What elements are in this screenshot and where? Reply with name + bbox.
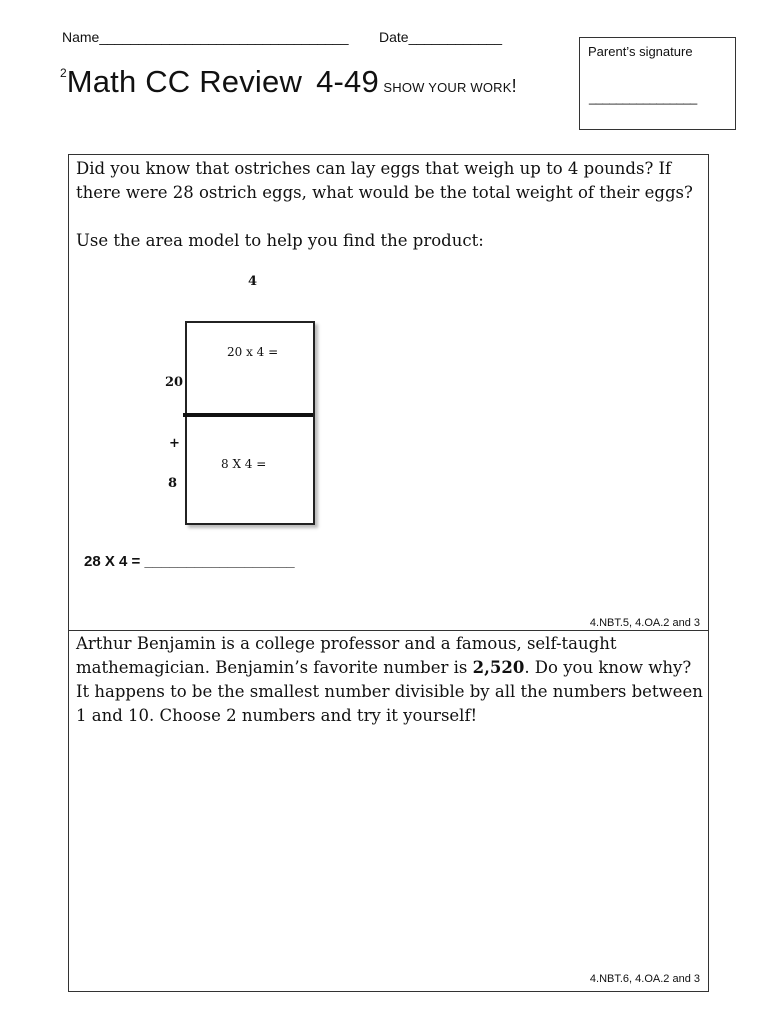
name-field: Name________________________________ (62, 29, 349, 45)
title-number: 4-49 (316, 64, 379, 99)
area-top-factor: 4 (248, 274, 258, 289)
question-2-text-start: Arthur Benjamin is a college professor and a famous, self-taught mathemagician. Benjamin’s favorite number is (76, 634, 617, 677)
question-2-text (76, 632, 704, 728)
question-2-text-end: . Do you know why? It happens to be the smallest number divisible by all the numbers between 1 and 10. Choose 2 numbers and try it yourself! (76, 658, 703, 725)
question-1-instruction: Use the area model to help you find the product: (76, 231, 484, 250)
question-1-standards: 4.NBT.5, 4.OA.2 and 3 (589, 617, 700, 629)
area-model-divider (183, 413, 313, 417)
page-title (60, 64, 517, 100)
area-ones-label: 8 (168, 476, 178, 491)
question-2-standards: 4.NBT.6, 4.OA.2 and 3 (589, 973, 700, 985)
area-bottom-cell: 8 X 4 = (221, 457, 267, 471)
signature-line: ________________ (589, 90, 697, 105)
question-1-box (68, 154, 709, 631)
question-1-text (76, 157, 704, 253)
area-plus-sign: + (169, 436, 180, 451)
title-main: Math CC Review (66, 64, 303, 99)
title-exclamation: ! (511, 76, 517, 96)
title-superscript: 2 (60, 66, 67, 80)
favorite-number: 2,520 (472, 658, 525, 677)
date-field: Date____________ (379, 29, 503, 45)
answer-equation: 28 X 4 = __________________ (84, 553, 295, 570)
area-tens-label: 20 (165, 375, 184, 390)
signature-label: Parent’s signature (588, 44, 693, 59)
area-top-cell: 20 x 4 = (227, 345, 279, 359)
question-2-box (68, 631, 709, 992)
parent-signature-box (579, 37, 736, 130)
title-instruction: SHOW YOUR WORK (383, 80, 512, 95)
question-1-prompt: Did you know that ostriches can lay eggs that weigh up to 4 pounds? If there were 28 ostrich eggs, what would be the total weight of their eggs? (76, 159, 693, 202)
